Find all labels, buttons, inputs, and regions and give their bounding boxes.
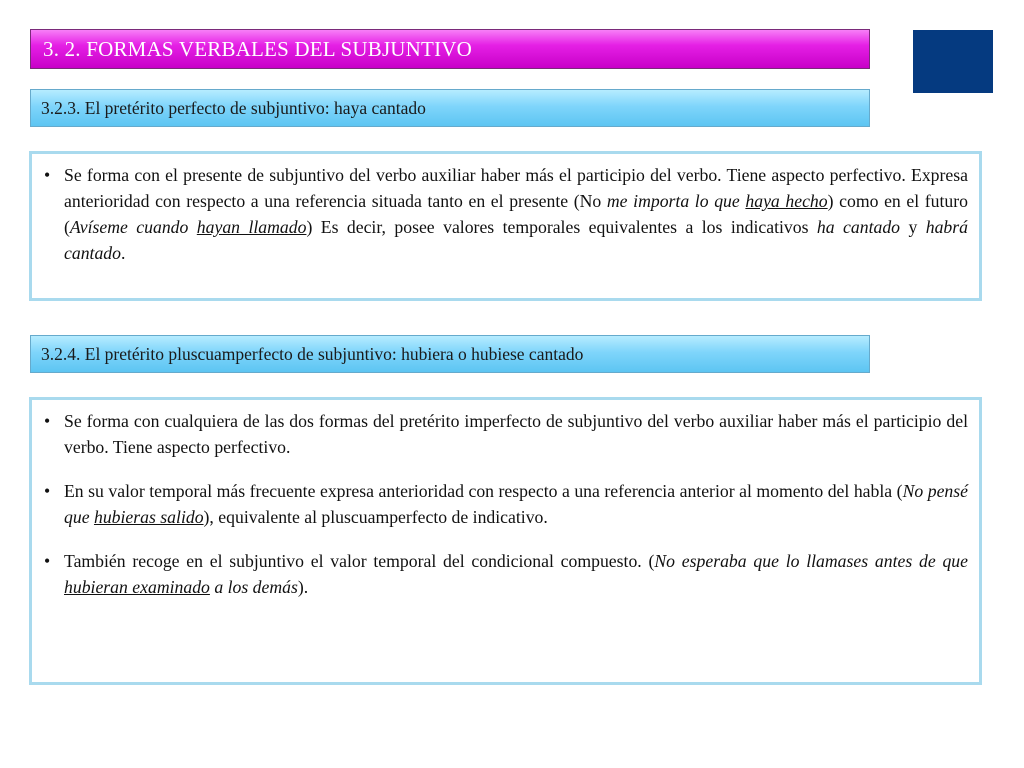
- text-run: Se forma con el presente de subjuntivo del verbo auxiliar haber más el participio del verbo. Tiene aspecto perfectivo. Expresa anterioridad con respecto a una referencia situada tanto en el presente (No: [64, 165, 968, 211]
- text-run: No esperaba que lo llamases antes de que: [654, 551, 968, 571]
- bullet-item: [44, 162, 968, 266]
- content-box-pluscuamperfecto: [29, 397, 982, 685]
- content-box-perfecto: [29, 151, 982, 301]
- text-run: No pensé que: [64, 481, 968, 527]
- bullet-dot: •: [44, 551, 51, 571]
- logo-square: [913, 30, 993, 93]
- text-run: haya hecho: [745, 191, 828, 211]
- bullet-text: [64, 408, 968, 460]
- text-run: hubieran examinado: [64, 577, 210, 597]
- text-run: En su valor temporal más frecuente expresa anterioridad con respecto a una referencia anterior al momento del habla (: [64, 481, 903, 501]
- text-run: hayan llamado: [196, 217, 307, 237]
- text-run: a los demás: [209, 577, 298, 597]
- slide-title-bar: [30, 29, 870, 69]
- bullet-text: [64, 162, 968, 266]
- text-run: También recoge en el subjuntivo el valor temporal del condicional compuesto. (: [64, 551, 655, 571]
- section-heading-pluscuamperfecto-text: 3.2.4. El pretérito pluscuamperfecto de subjuntivo: hubiera o hubiese cantado: [41, 343, 584, 364]
- bullet-text: [64, 478, 968, 530]
- bullet-dot: •: [44, 411, 51, 431]
- text-run: .: [120, 243, 126, 263]
- bullet-item: [44, 548, 968, 600]
- text-run: Se forma con cualquiera de las dos formas del pretérito imperfecto de subjuntivo del verbo auxiliar haber más el participio del verbo. Tiene aspecto perfectivo.: [64, 411, 968, 457]
- bullet-text: [64, 548, 968, 600]
- section-heading-perfecto: [30, 89, 870, 127]
- text-run: ha cantado: [816, 217, 901, 237]
- section-heading-pluscuamperfecto: [30, 335, 870, 373]
- text-run: hubieras salido: [93, 507, 204, 527]
- text-run: ).: [297, 577, 309, 597]
- text-run: ) como en el futuro (: [64, 191, 969, 237]
- section-heading-perfecto-text: 3.2.3. El pretérito perfecto de subjuntivo: haya cantado: [41, 97, 426, 118]
- text-run: me importa lo que: [606, 191, 746, 211]
- text-run: ) Es decir, posee valores temporales equivalentes a los indicativos: [306, 217, 817, 237]
- text-run: ), equivalente al pluscuamperfecto de indicativo.: [203, 507, 548, 527]
- bullet-dot: •: [44, 165, 51, 185]
- slide-title: 3. 2. FORMAS VERBALES DEL SUBJUNTIVO: [43, 36, 472, 61]
- text-run: habrá cantado: [64, 217, 968, 263]
- text-run: Avíseme cuando: [69, 217, 197, 237]
- bullet-dot: •: [44, 481, 51, 501]
- bullet-item: [44, 478, 968, 530]
- bullet-item: [44, 408, 968, 460]
- text-run: y: [900, 217, 926, 237]
